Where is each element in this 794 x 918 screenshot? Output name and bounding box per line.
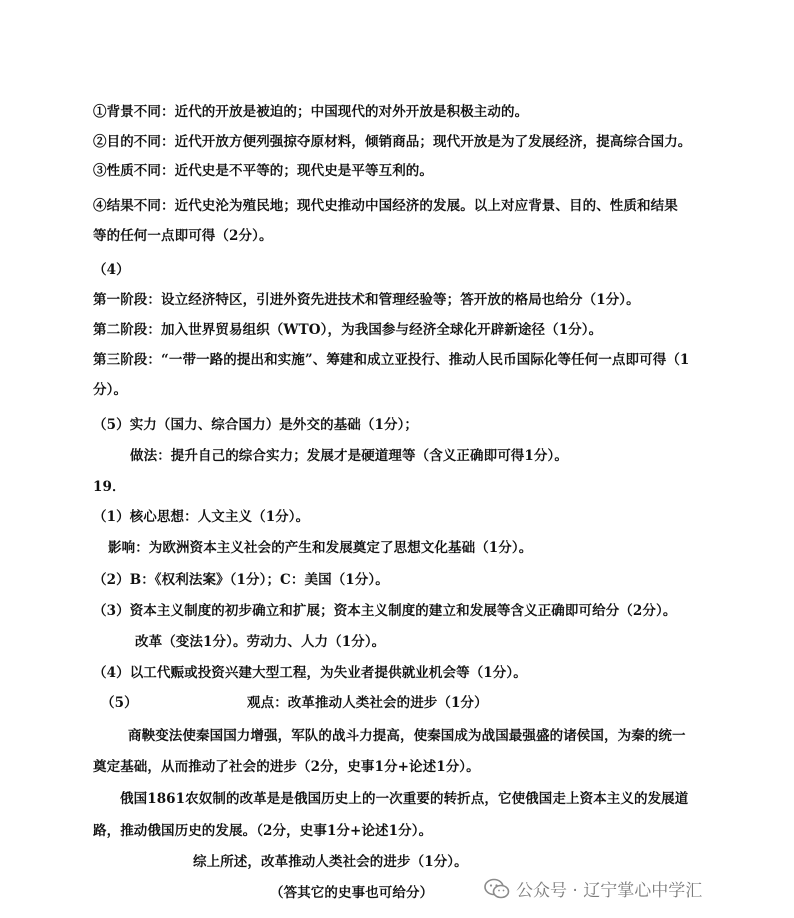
text-line: 做法：提升自己的综合实力；发展才是硬道理等（含义正确即可得1分）。 bbox=[130, 448, 568, 464]
text-line: （5）实力（国力、综合国力）是外交的基础（1分）； bbox=[93, 417, 419, 433]
text-line: 分）。 bbox=[93, 382, 128, 398]
text-line: ③性质不同：近代史是不平等的；现代史是平等互利的。 bbox=[93, 163, 433, 179]
text-line: 影响：为欧洲资本主义社会的产生和发展奠定了思想文化基础（1分）。 bbox=[108, 540, 533, 556]
text-line: 第二阶段：加入世界贸易组织（WTO），为我国参与经济全球化开辟新途径（1分）。 bbox=[93, 322, 603, 338]
text-line: （4）以工代赈或投资兴建大型工程，为失业者提供就业机会等（1分）。 bbox=[93, 665, 527, 681]
watermark-text: 公众号 · 辽宁掌心中学汇 bbox=[516, 881, 703, 901]
section-label: （5） bbox=[101, 695, 138, 711]
text-line: （2）B：《权利法案》（1分）；C：美国（1分）。 bbox=[93, 572, 389, 588]
text-line: 商鞅变法使秦国国力增强，军队的战斗力提高，使秦国成为战国最强盛的诸侯国，为秦的统一 bbox=[128, 728, 686, 744]
text-line: 俄国1861农奴制的改革是是俄国历史上的一次重要的转折点，它使俄国走上资本主义的发展道 bbox=[120, 791, 689, 807]
text-line: ②目的不同：近代开放方便列强掠夺原材料，倾销商品；现代开放是为了发展经济，提高综合国力。 bbox=[93, 134, 692, 150]
text-line: 路，推动俄国历史的发展。（2分，史事1分+论述1分）。 bbox=[93, 823, 433, 839]
note-line: （答其它的史事也可给分） bbox=[270, 885, 434, 901]
text-line: ①背景不同：近代的开放是被迫的；中国现代的对外开放是积极主动的。 bbox=[93, 104, 529, 120]
text-line: 奠定基础，从而推动了社会的进步（2分，史事1分+论述1分）。 bbox=[93, 759, 480, 775]
wechat-icon bbox=[484, 878, 510, 900]
watermark bbox=[484, 876, 702, 901]
text-line: 等的任何一点即可得（2分）。 bbox=[93, 228, 273, 244]
text-line: 改革（变法1分）。劳动力、人力（1分）。 bbox=[135, 634, 386, 650]
text-line: （3）资本主义制度的初步确立和扩展；资本主义制度的建立和发展等含义正确即可给分（2分）。 bbox=[93, 603, 677, 619]
question-number: 19． bbox=[93, 479, 126, 495]
viewpoint-line: 观点：改革推动人类社会的进步（1分） bbox=[247, 695, 488, 711]
text-line: 第一阶段：设立经济特区，引进外资先进技术和管理经验等；答开放的格局也给分（1分）。 bbox=[93, 292, 640, 308]
text-line: 第三阶段：“一带一路的提出和实施”、筹建和成立亚投行、推动人民币国际化等任何一点即可得（1 bbox=[93, 352, 690, 368]
conclusion-line: 综上所述，改革推动人类社会的进步（1分）。 bbox=[193, 854, 468, 870]
section-label: （4） bbox=[93, 262, 130, 278]
text-line: （1）核心思想：人文主义（1分）。 bbox=[93, 509, 310, 525]
text-line: ④结果不同：近代史沦为殖民地；现代史推动中国经济的发展。以上对应背景、目的、性质和结果 bbox=[93, 198, 678, 214]
